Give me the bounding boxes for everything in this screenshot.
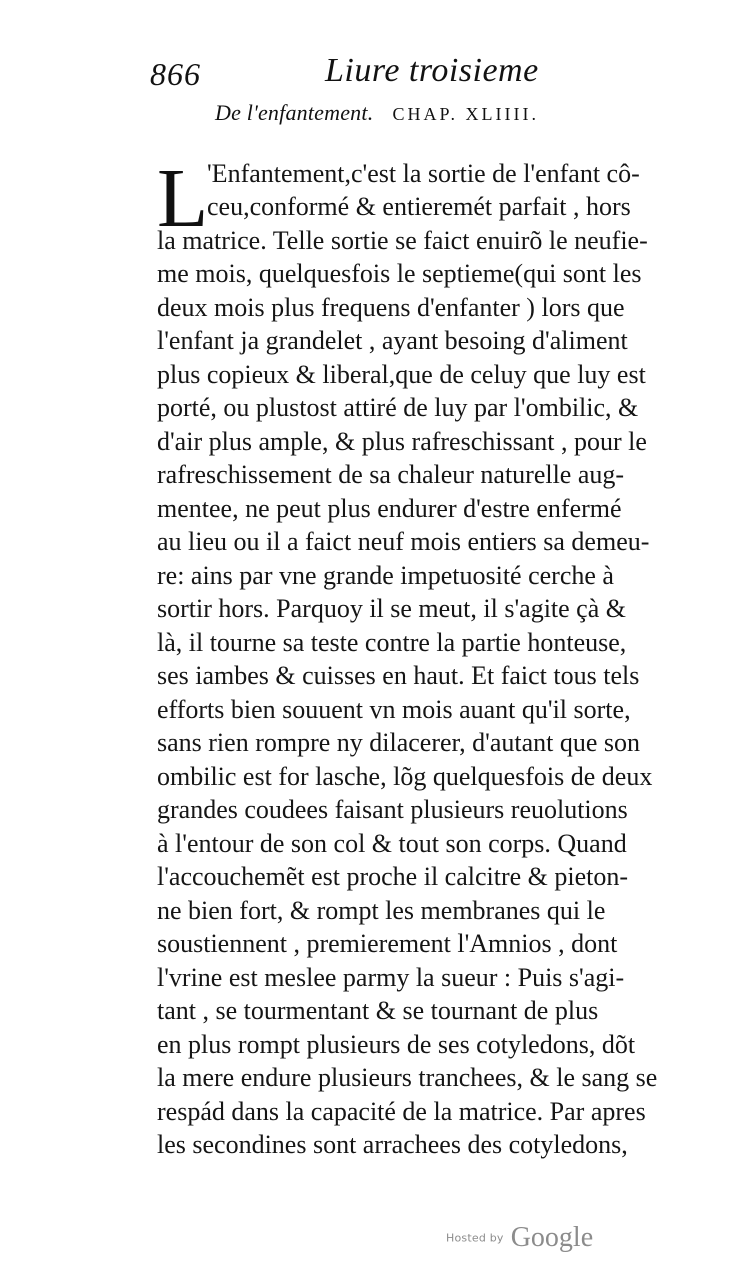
text-line: en plus rompt plusieurs de ses cotyledons, dõt xyxy=(157,1030,636,1059)
text-line: deux mois plus frequens d'enfanter ) lors que xyxy=(157,293,625,322)
text-line: 'Enfantement,c'est la sortie de l'enfant cô- xyxy=(207,159,640,188)
body-text xyxy=(157,152,712,1198)
google-logo: Google xyxy=(510,1222,594,1253)
text-line: la matrice. Telle sortie se faict enuirõ le neufie- xyxy=(157,226,648,255)
text-line: tant , se tourmentant & se tournant de plus xyxy=(157,996,599,1025)
text-line: grandes coudees faisant plusieurs reuolutions xyxy=(157,795,628,824)
google-books-credit xyxy=(446,1222,593,1252)
text-line: la mere endure plusieurs tranchees, & le sang se xyxy=(157,1063,658,1092)
section-title: De l'enfantement. xyxy=(215,100,374,125)
text-line: mentee, ne peut plus endurer d'estre enfermé xyxy=(157,494,622,523)
hosted-by-label: Hosted by xyxy=(446,1231,504,1245)
text-line: porté, ou plustost attiré de luy par l'ombilic, & xyxy=(157,393,639,422)
text-line: plus copieux & liberal,que de celuy que luy est xyxy=(157,360,646,389)
text-line: les secondines sont arrachees des cotyledons, xyxy=(157,1130,628,1159)
text-line: ses iambes & cuisses en haut. Et faict tous tels xyxy=(157,661,640,690)
text-line: sortir hors. Parquoy il se meut, il s'agite çà & xyxy=(157,594,626,623)
text-line: re: ains par vne grande impetuosité cerche à xyxy=(157,561,614,590)
chapter-label: CHAP. XLIIII. xyxy=(392,104,539,124)
page-number: 866 xyxy=(150,56,201,92)
text-line: efforts bien souuent vn mois auant qu'il sorte, xyxy=(157,695,631,724)
running-title: Liure troisieme xyxy=(325,52,539,89)
text-line: au lieu ou il a faict neuf mois entiers sa demeu- xyxy=(157,527,650,556)
text-line: respád dans la capacité de la matrice. Par apres xyxy=(157,1097,646,1126)
text-line: d'air plus ample, & plus rafreschissant , pour le xyxy=(157,427,647,456)
text-line: à l'entour de son col & tout son corps. Quand xyxy=(157,829,627,858)
chapter-heading xyxy=(215,100,695,130)
text-line: sans rien rompre ny dilacerer, d'autant que son xyxy=(157,728,641,757)
text-line: ombilic est for lasche, lõg quelquesfois de deux xyxy=(157,762,653,791)
text-line: là, il tourne sa teste contre la partie honteuse, xyxy=(157,628,627,657)
text-line: ne bien fort, & rompt les membranes qui le xyxy=(157,896,606,925)
text-line: soustiennent , premierement l'Amnios , dont xyxy=(157,929,618,958)
text-line: me mois, quelquesfois le septieme(qui sont les xyxy=(157,259,642,288)
page-header xyxy=(150,52,690,94)
text-line: ceu,conformé & entieremét parfait , hors xyxy=(207,192,631,221)
text-line: rafreschissement de sa chaleur naturelle aug- xyxy=(157,460,625,489)
text-line: l'vrine est meslee parmy la sueur : Puis s'agi- xyxy=(157,963,625,992)
text-line: l'accouchemẽt est proche il calcitre & pieton- xyxy=(157,862,629,891)
drop-cap: L xyxy=(157,152,209,245)
text-line: l'enfant ja grandelet , ayant besoing d'aliment xyxy=(157,326,628,355)
